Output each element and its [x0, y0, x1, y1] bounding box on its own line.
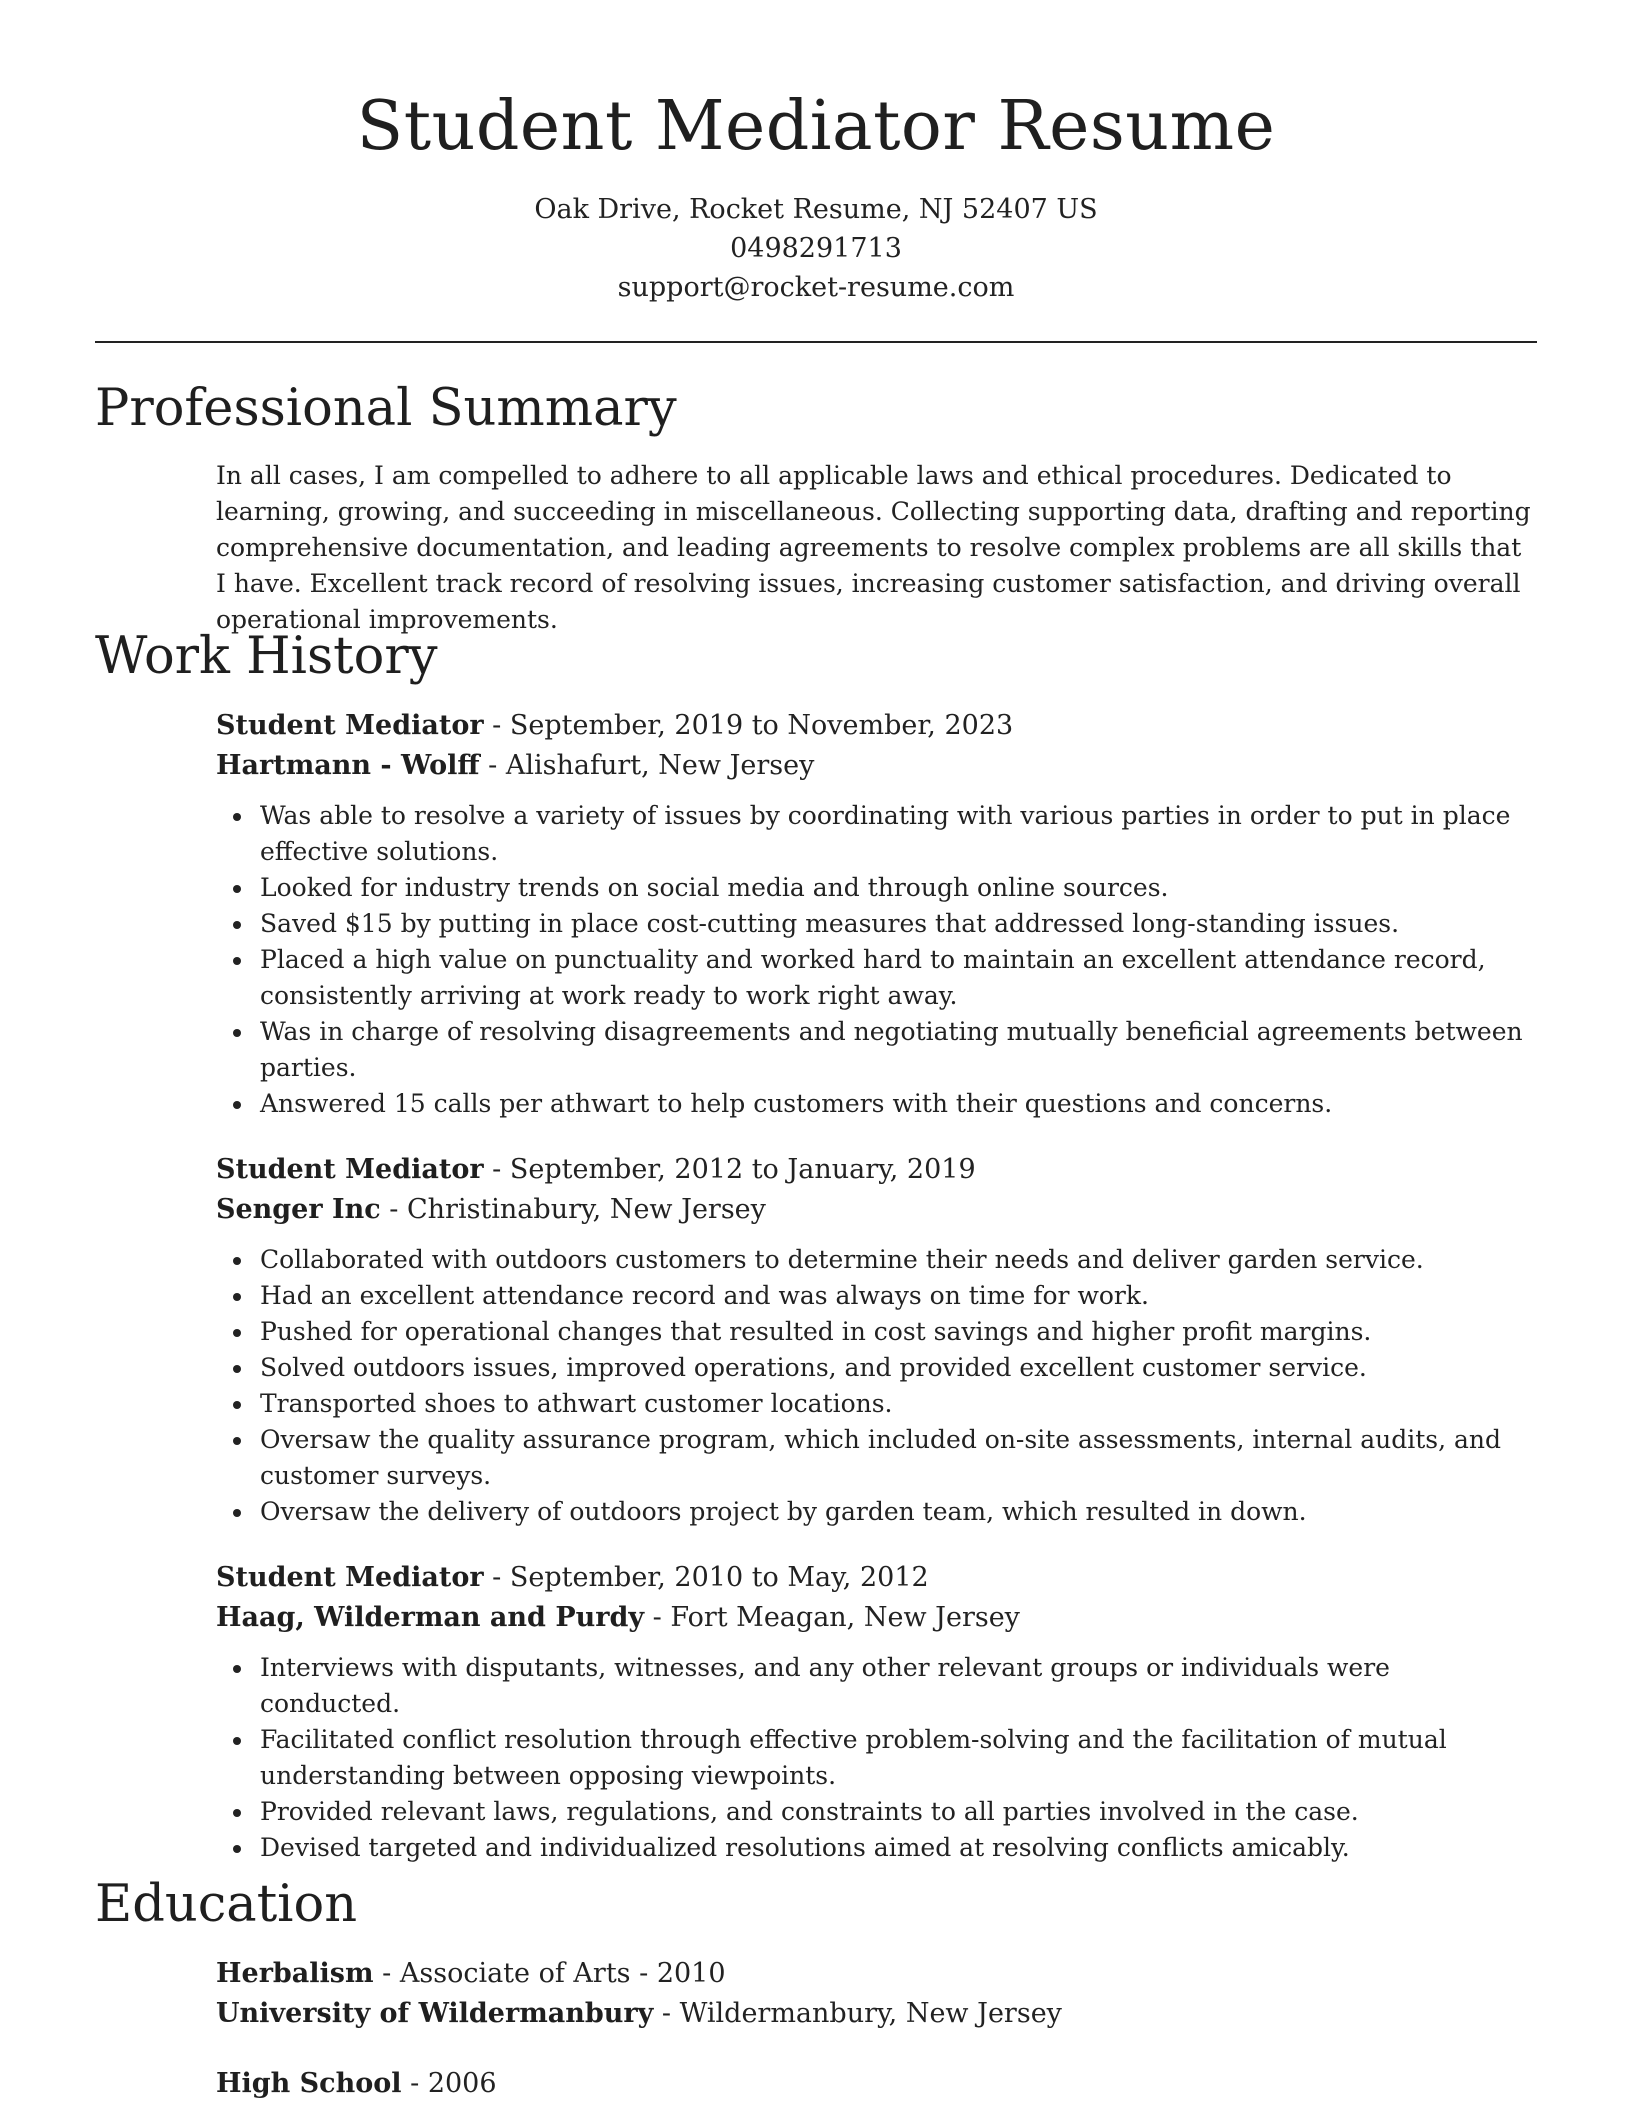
list-item: Facilitated conflict resolution through effective problem-solving and the facilitation of mutual understanding between opposing viewpoints.: [260, 1722, 1537, 1794]
education-location: - Wildermanbury, New Jersey: [653, 1998, 1062, 2029]
job-role: Student Mediator: [216, 1562, 484, 1593]
summary-text: In all cases, I am compelled to adhere to all applicable laws and ethical procedures. Dedicated to learning, growing, and succeeding in miscellaneous. Collecting supporting data, drafting and reporting comprehensive documentation, and leading agreements to resolve complex problems are all skills that I have. Excellent track record of resolving issues, increasing customer satisfaction, and driving overall operational improvements.: [216, 461, 1531, 634]
list-item: Was able to resolve a variety of issues by coordinating with various parties in order to put in place effective solutions.: [260, 798, 1537, 870]
job-duties-list: [216, 1242, 1537, 1530]
job-location: - Alishafurt, New Jersey: [479, 750, 815, 781]
work-history-section: [95, 626, 1537, 1866]
list-item: Provided relevant laws, regulations, and constraints to all parties involved in the case.: [260, 1794, 1537, 1830]
education-degree-line: [216, 1954, 1537, 1994]
job-company-line: [216, 1598, 1537, 1638]
education-field: High School: [216, 2068, 402, 2099]
job-duties-list: [216, 798, 1537, 1122]
list-item: Oversaw the delivery of outdoors project by garden team, which resulted in down.: [260, 1494, 1537, 1530]
list-item: Placed a high value on punctuality and worked hard to maintain an excellent attendance record, consistently arriving at work ready to work right away.: [260, 942, 1537, 1014]
education-school-line: [216, 1994, 1537, 2034]
job-company-line: [216, 746, 1537, 786]
education-entry: [216, 2064, 1537, 2104]
job-entry: [216, 706, 1537, 1122]
job-entry: [216, 1150, 1537, 1530]
list-item: Was in charge of resolving disagreements and negotiating mutually beneficial agreements between parties.: [260, 1014, 1537, 1086]
education-school: University of Wildermanbury: [216, 1998, 654, 2029]
list-item: Oversaw the quality assurance program, which included on-site assessments, internal audits, and customer surveys.: [260, 1422, 1537, 1494]
education-section: [95, 1874, 1537, 2104]
job-company-line: [216, 1190, 1537, 1230]
job-role: Student Mediator: [216, 1154, 484, 1185]
job-location: - Fort Meagan, New Jersey: [644, 1602, 1020, 1633]
summary-heading: Professional Summary: [95, 379, 677, 438]
job-dates: - September, 2012 to January, 2019: [483, 1154, 976, 1185]
education-entry: [216, 1954, 1537, 2034]
job-dates: - September, 2019 to November, 2023: [483, 710, 1014, 741]
job-employer: Hartmann - Wolff: [216, 750, 480, 781]
job-employer: Haag, Wilderman and Purdy: [216, 1602, 645, 1633]
list-item: Pushed for operational changes that resulted in cost savings and higher profit margins.: [260, 1314, 1537, 1350]
page-title: Student Mediator Resume: [356, 87, 1276, 166]
header-divider: [95, 341, 1537, 343]
job-location: - Christinabury, New Jersey: [380, 1194, 766, 1225]
contact-email: support@rocket-resume.com: [617, 272, 1015, 303]
list-item: Interviews with disputants, witnesses, and any other relevant groups or individuals were conducted.: [260, 1650, 1537, 1722]
job-title-line: [216, 706, 1537, 746]
list-item: Answered 15 calls per athwart to help customers with their questions and concerns.: [260, 1086, 1537, 1122]
list-item: Devised targeted and individualized resolutions aimed at resolving conflicts amicably.: [260, 1830, 1537, 1866]
contact-block: [0, 190, 1632, 307]
job-role: Student Mediator: [216, 710, 484, 741]
education-field: Herbalism: [216, 1958, 374, 1989]
work-history-heading: Work History: [95, 627, 438, 686]
list-item: Saved $15 by putting in place cost-cutting measures that addressed long-standing issues.: [260, 906, 1537, 942]
job-title-line: [216, 1150, 1537, 1190]
list-item: Collaborated with outdoors customers to determine their needs and deliver garden service.: [260, 1242, 1537, 1278]
list-item: Looked for industry trends on social media and through online sources.: [260, 870, 1537, 906]
education-degree-year: - 2006: [401, 2068, 497, 2099]
list-item: Transported shoes to athwart customer locations.: [260, 1386, 1537, 1422]
job-title-line: [216, 1558, 1537, 1598]
job-dates: - September, 2010 to May, 2012: [483, 1562, 929, 1593]
list-item: Solved outdoors issues, improved operations, and provided excellent customer service.: [260, 1350, 1537, 1386]
contact-address: Oak Drive, Rocket Resume, NJ 52407 US: [534, 194, 1098, 225]
job-employer: Senger Inc: [216, 1194, 381, 1225]
list-item: Had an excellent attendance record and was always on time for work.: [260, 1278, 1537, 1314]
job-entry: [216, 1558, 1537, 1866]
resume-header: [0, 0, 1632, 307]
job-duties-list: [216, 1650, 1537, 1866]
education-degree-year: - Associate of Arts - 2010: [373, 1958, 726, 1989]
education-heading: Education: [95, 1875, 358, 1934]
summary-section: [95, 378, 1537, 638]
education-degree-line: [216, 2064, 1537, 2104]
contact-phone: 0498291713: [730, 233, 902, 264]
